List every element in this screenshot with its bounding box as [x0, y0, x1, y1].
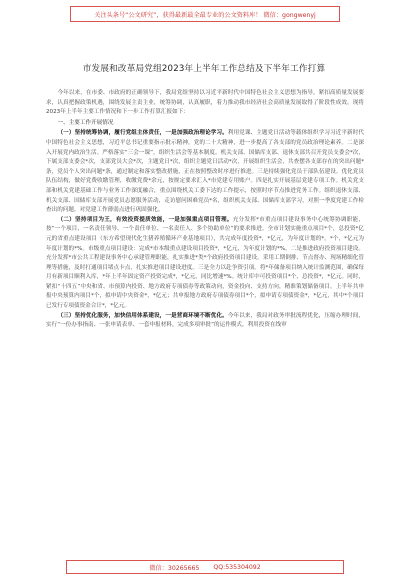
paragraph-2-text: 充分发挥*市重点项目建设事务中心统筹协调职能，按“一个项目、一名责任领导、一个责任单位、一名责任人、多个协助单位”的要求推进。全市计划实施重点项目*个，总投资*亿元的省重点建设项目（东方希望现代化生猪养殖循环产业基地项目），共完成年度投资*，*亿元，为年度计划的*。*个，*亿元为年度计划的*%。市级重点项目建设：完成*市本级重点建设项目投资*，*亿元，为年度计划的*%。二是推进政府投资项目建设。充分发挥*市公共工程建设事务中心承建管理职能，扎实推进*类*个政府投资项目建设。采用工期倒排、节点督办、现场精细化管理等措施，及时打通项目堵点卡点，扎实推进项目建设进度。三是全力以赴争资引项。将*年储备项目纳入统计监测范围，确保每月有新项目顺利入库，*年上半年固定资产投资完成*，*亿元，同比增速*%。统计库中可投资项目*个，总投资*，*亿元。同时，紧扣“十四五”中央和省、市预算内投资、地方政府专项债券等政策动向，资金投向、支持方向，精准策划储备项目。上半年共申报中央预算内项目*个，拟申请中央资金*，*亿元；共申报地方政府专项债券项目*个，拟申请专项债资金*，*亿元，其中*个项目已发行专项债资金合计*，*亿元。 [46, 216, 364, 310]
qq-contact: QQ:535304092 [213, 563, 261, 571]
promo-banner-bottom [66, 560, 344, 574]
document-body [46, 89, 364, 331]
section-heading: 一、主要工作开展情况 [57, 119, 114, 126]
paragraph-3-text: 今年以来，我局对政务审批流程优化，压缩办理时间，实行“一份办事指南、一张申请表单、一套申报材料，完成多项审批”的运作模式，利用投资在线审 [46, 312, 364, 329]
wechat-contact: 微信：30265665 [149, 564, 200, 572]
paragraph-3-lead: （三）坚持优化服务，加快信用体系建设，一是营商环境不断优化。 [57, 312, 228, 319]
paragraph-1-lead: （一）坚持统筹协调，履行党组主体责任，一是加强政治理论学习。 [57, 130, 228, 137]
paragraph-3 [46, 312, 364, 331]
document-title: 市发展和改革局党组2023年上半年工作总结及下半年工作打算 [82, 64, 326, 74]
intro-paragraph: 今年以来，在市委、市政府的正确领导下，我局党组坚持以习近平新时代中国特色社会主义思想为指导，紧扣高质量发展要求，认真把握政策机遇，围绕发展主责主业，统筹协调，认真履职，着力推动我市经济社会高质量发展取得了阶段性成效。现将2023年上半年主要工作情况和下一步工作打算汇报如下： [46, 90, 364, 116]
paragraph-2-lead: （二）坚持项目为王，有效投资提质效能，一是加强重点项目管理。 [57, 216, 233, 223]
paragraph-1 [46, 129, 364, 215]
promo-banner-top: 关注头条号“公文研究”，获得最新最全最专业的公文资料库！ 微信：gongwenyj [70, 6, 340, 22]
paragraph-2 [46, 216, 364, 312]
paragraph-1-text: 利用党课、主题党日活动等载体组织学习习近平新时代中国特色社会主义思想，习近平总书记重要指示批示精神，党的二十大精神，进一步提高了各支部的党员政治理论素养。二是深入开展党内政治生活。严格落实“三会一课”，组织生活会等基本制度。机关支部、国储库支部、退休支部共召开党员支委会*次，下属支部支委会*次，支部党员大会*次，主题党日*次，组织主题党日活动*次，开展组织生活会，共查摆各支部存在的突出问题*条，党员个人突出问题*条，通过制定和落实整改措施，正在按照整改时序进行推进。三是持续强化党员干部队伍建设。优化党员队伍结构，做好党费收缴管理，收缴党费*余元，按规定要求汇入*市党建专用账户。四是扎实开展基层党建专项工作。机关党支部和机关党建基础工作与业务工作深度融合，重点围绕机关工委下达的工作提示，按照时序节点推进党务工作。组织退休支部、机关支部、国储库支部开展党员志愿服务活动，走访慰问困难党员*名，组织机关支部、国储库支部学习，对照一季度党建工作检查出的问题，对党建工作薄弱点进行巩固强化。 [46, 130, 364, 214]
